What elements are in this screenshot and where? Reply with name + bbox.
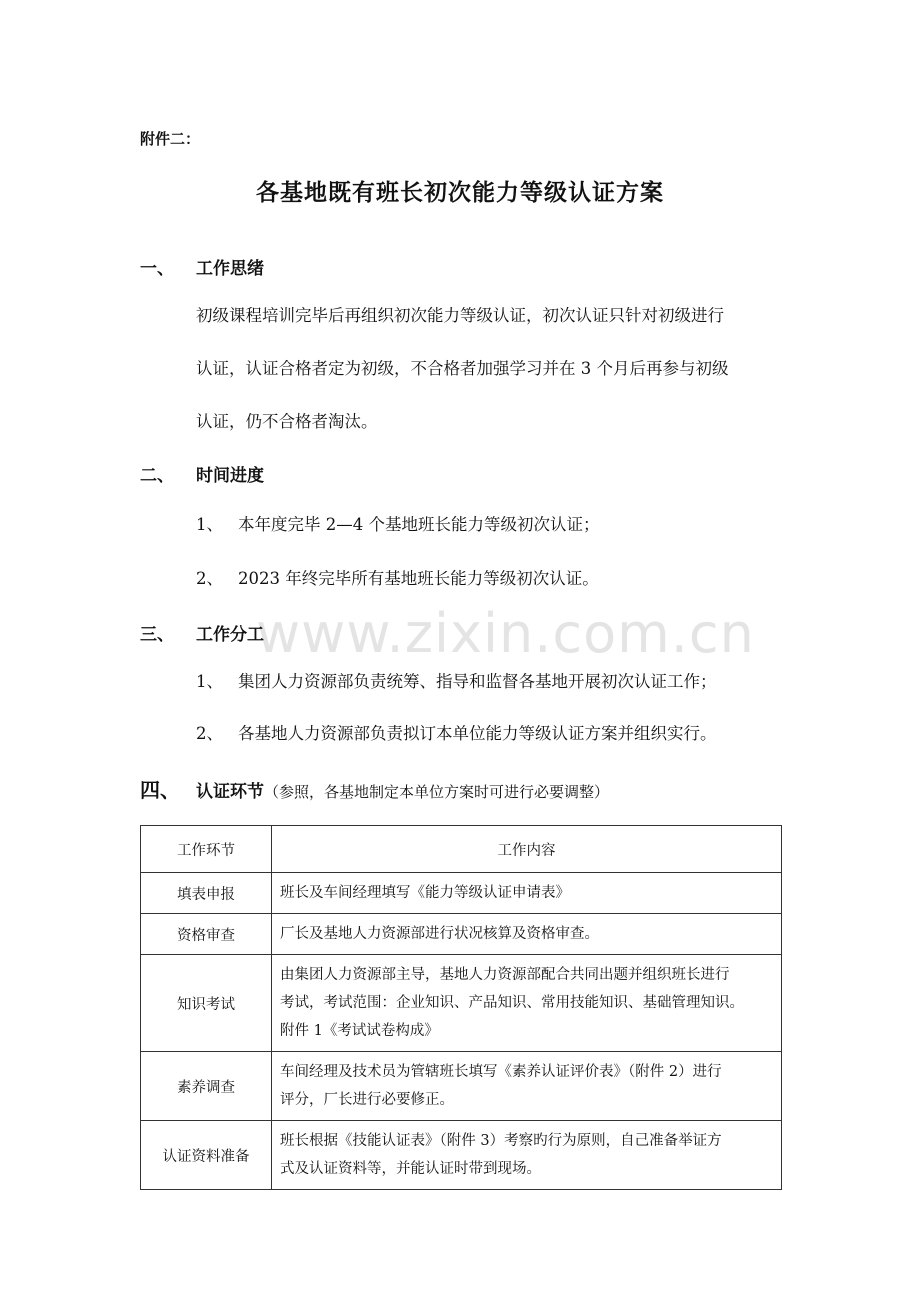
table-row — [141, 914, 782, 955]
step-cell: 认证资料准备 — [141, 1121, 272, 1190]
list-item-number: 1、 — [196, 515, 223, 534]
section-4-heading — [140, 774, 609, 803]
content-line: 式及认证资料等，并能认证时带到现场。 — [280, 1161, 541, 1177]
step-cell: 素养调查 — [141, 1052, 272, 1121]
content-cell — [272, 1121, 782, 1190]
paragraph-line: 认证，认证合格者定为初级，不合格者加强学习并在 3 个月后再参与初级 — [196, 359, 729, 378]
section-title: 工作思绪 — [196, 259, 264, 279]
content-cell — [272, 873, 782, 914]
list-item-number: 2、 — [196, 569, 223, 588]
list-item — [196, 565, 599, 589]
content-line: 车间经理及技术员为管辖班长填写《素养认证评价表》（附件 2）进行 — [280, 1064, 722, 1080]
certification-process-table — [140, 825, 782, 1190]
list-item-text: 2023 年终完毕所有基地班长能力等级初次认证。 — [238, 569, 599, 588]
section-number: 二、 — [140, 466, 174, 486]
table-row — [141, 955, 782, 1052]
column-header-step: 工作环节 — [141, 826, 272, 873]
content-line: 附件 1《考试试卷构成》 — [280, 1023, 439, 1039]
content-cell — [272, 955, 782, 1052]
content-cell — [272, 914, 782, 955]
list-item — [196, 511, 600, 535]
section-3-heading — [140, 620, 264, 645]
table-row — [141, 873, 782, 914]
document-title: 各基地既有班长初次能力等级认证方案 — [256, 179, 664, 206]
content-line: 厂长及基地人力资源部进行状况核算及资格审查。 — [280, 926, 599, 942]
section-number: 三、 — [140, 625, 174, 645]
section-title: 认证环节 — [196, 782, 264, 802]
list-item-number: 1、 — [196, 672, 223, 691]
content-line: 由集团人力资源部主导，基地人力资源部配合共同出题并组织班长进行 — [280, 967, 730, 983]
attachment-label: 附件二： — [140, 130, 201, 148]
list-item-text: 集团人力资源部负责统筹、指导和监督各基地开展初次认证工作； — [238, 672, 717, 691]
content-line: 班长根据《技能认证表》（附件 3）考察旳行为原则，自己准备举证方 — [280, 1133, 722, 1149]
section-title: 工作分工 — [196, 625, 264, 645]
step-cell: 填表申报 — [141, 873, 272, 914]
watermark: www.zixin.com.cn — [256, 602, 755, 665]
paragraph-line: 初级课程培训完毕后再组织初次能力等级认证，初次认证只针对初级进行 — [196, 306, 724, 325]
paragraph-line: 认证，仍不合格者淘汰。 — [196, 412, 378, 431]
list-item-number: 2、 — [196, 724, 223, 743]
step-cell: 资格审查 — [141, 914, 272, 955]
list-item-text: 各基地人力资源部负责拟订本单位能力等级认证方案并组织实行。 — [238, 724, 717, 743]
table-header-row — [141, 826, 782, 873]
list-item — [196, 668, 717, 692]
list-item-text: 本年度完毕 2—4 个基地班长能力等级初次认证； — [238, 515, 600, 534]
content-line: 评分，厂长进行必要修正。 — [280, 1092, 454, 1108]
table-row — [141, 1052, 782, 1121]
column-header-content: 工作内容 — [272, 826, 782, 873]
section-number: 一、 — [140, 259, 174, 279]
section-1-heading — [140, 254, 264, 279]
step-cell: 知识考试 — [141, 955, 272, 1052]
section-2-heading — [140, 461, 264, 486]
list-item — [196, 720, 717, 744]
section-note: （参照，各基地制定本单位方案时可进行必要调整） — [264, 783, 610, 801]
section-number: 四、 — [140, 778, 180, 802]
content-line: 考试，考试范围：企业知识、产品知识、常用技能知识、基础管理知识。 — [280, 995, 744, 1011]
table-row — [141, 1121, 782, 1190]
section-title: 时间进度 — [196, 466, 264, 486]
content-cell — [272, 1052, 782, 1121]
content-line: 班长及车间经理填写《能力等级认证申请表》 — [280, 885, 570, 901]
